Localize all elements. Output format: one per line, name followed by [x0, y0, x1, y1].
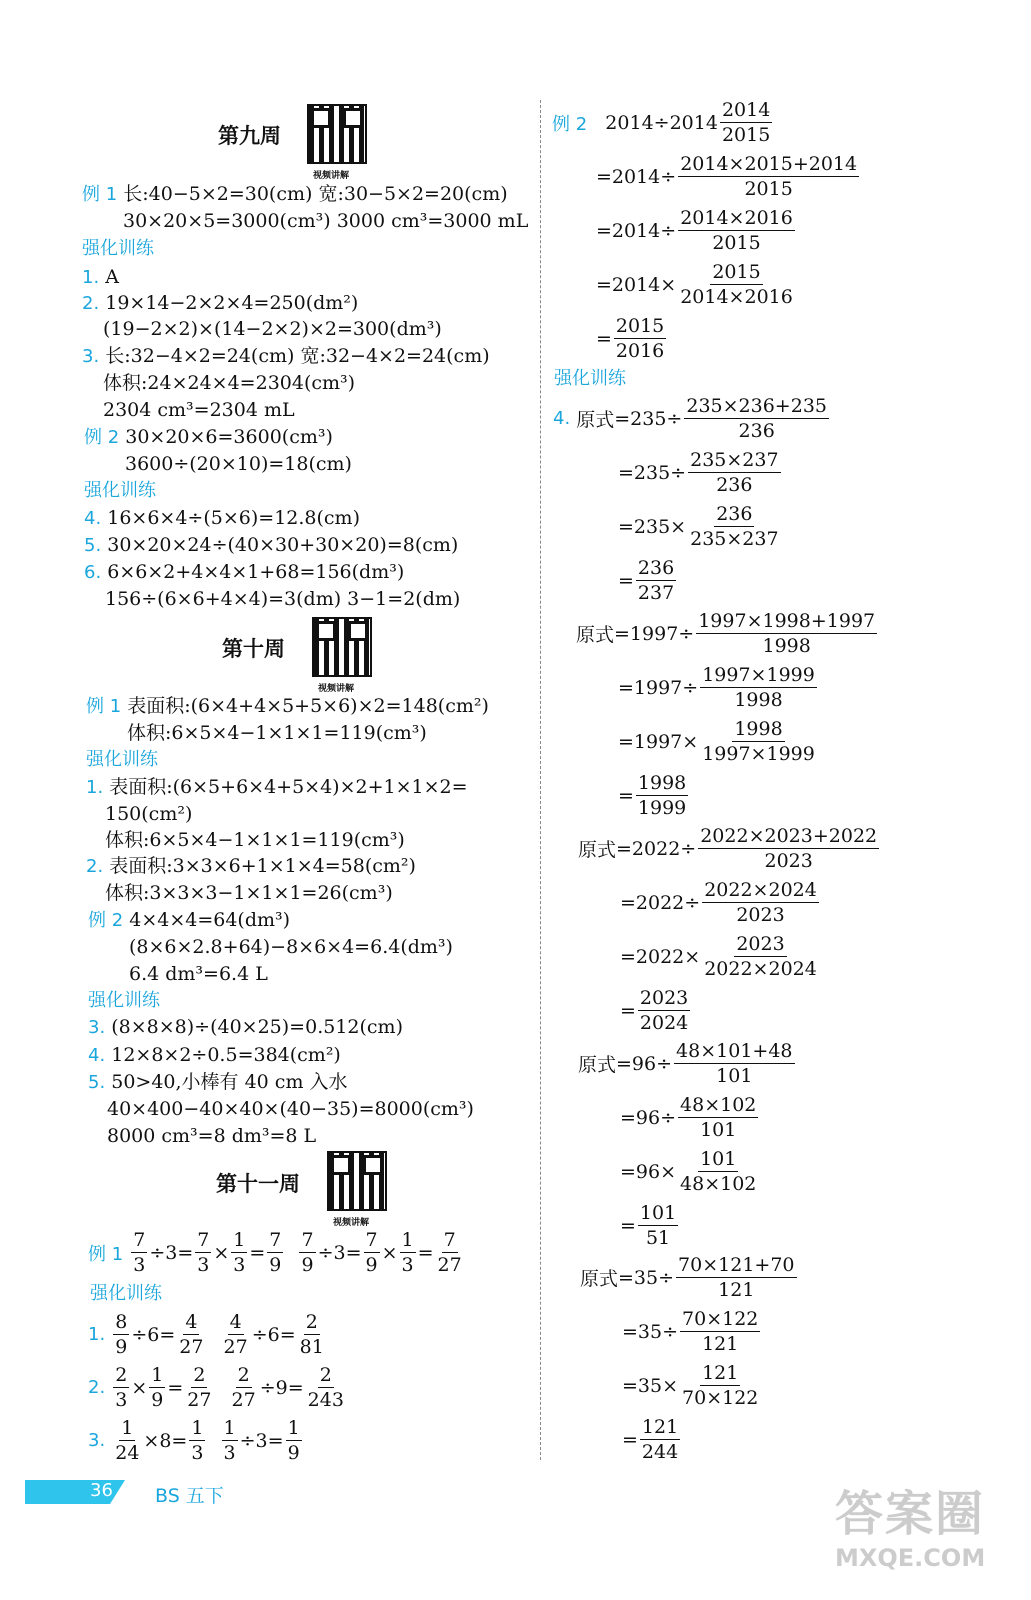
page-number: 36 [90, 1480, 113, 1501]
question-number: 6. [84, 562, 102, 583]
step: 4. 原式 =235÷ 235×236+235 236 [553, 395, 827, 442]
week10-title: 第十周 [222, 637, 285, 661]
step: =2014× 2015 2014×2016 [596, 261, 793, 308]
watermark [835, 1475, 1005, 1590]
question-number: 4. [84, 508, 102, 529]
step: = 1998 1999 [618, 772, 687, 819]
yuan-label: 原式 [578, 1054, 617, 1076]
qr-caption: 视频讲解 [313, 171, 350, 181]
drill-heading: 强化训练 [554, 368, 626, 389]
line: 体积:6×5×4−1×1×1=119(cm³) [127, 722, 427, 744]
line: (8×8×8)÷(40×25)=0.512(cm) [111, 1016, 403, 1038]
line: 40×400−40×40×(40−35)=8000(cm³) [107, 1098, 474, 1120]
drill-heading: 强化训练 [86, 749, 158, 770]
step: = 101 51 [620, 1202, 677, 1249]
step: =2014÷ 2014×2016 2015 [596, 207, 793, 254]
example-label: 例 2 [552, 113, 588, 135]
line: 16×6×4÷(5×6)=12.8(cm) [107, 507, 360, 529]
step: 原式 =35÷ 70×121+70 121 [580, 1254, 795, 1301]
question-number: 1. [86, 777, 104, 798]
example-label: 例 2 [84, 427, 120, 448]
week9-title: 第九周 [218, 124, 281, 148]
line: 30×20×24÷(40×30+30×20)=8(cm) [107, 534, 459, 556]
week11-title: 第十一周 [216, 1172, 300, 1196]
step: 原式 =96÷ 48×101+48 101 [578, 1040, 793, 1087]
question-number: 5. [84, 535, 102, 556]
line: 表面积:(6×5+6×4+5×4)×2+1×1×2= [109, 776, 468, 798]
qr-caption: 视频讲解 [333, 1218, 370, 1228]
question-number: 2. [86, 856, 104, 877]
example-2-right: 例 2 2014÷2014 2014 2015 [552, 99, 771, 146]
yuan-label: 原式 [580, 1268, 619, 1290]
step: =2022× 2023 2022×2024 [620, 933, 817, 980]
step: = 2015 2016 [596, 315, 665, 362]
drill-heading: 强化训练 [90, 1283, 162, 1304]
yuan-label: 原式 [576, 624, 615, 646]
step: =35× 121 70×122 [622, 1362, 759, 1409]
column-divider [540, 100, 541, 1460]
step: = 236 237 [618, 557, 675, 604]
book-label: BS 五下 [155, 1485, 224, 1507]
q3-w11: 3. 1 24 ×8= 1 3 1 3 ÷3= 1 9 [88, 1417, 300, 1464]
line: 体积:24×24×4=2304(cm³) [103, 372, 356, 394]
step: =2022÷ 2022×2024 2023 [620, 879, 817, 926]
question-number: 3. [82, 346, 100, 367]
line: 30×20×5=3000(cm³) 3000 cm³=3000 mL [123, 210, 529, 232]
line: 表面积:3×3×6+1×1×4=58(cm²) [109, 855, 416, 877]
q1-w11: 1. 8 9 ÷6= 4 27 4 27 ÷6= 2 81 [88, 1311, 324, 1358]
line: 150(cm²) [105, 803, 193, 825]
question-number: 1. [82, 267, 100, 288]
line: 6×6×2+4×4×1+68=156(dm³) [107, 561, 405, 583]
q2-w11: 2. 2 3 × 1 9 = 2 27 2 27 ÷9= 2 243 [88, 1364, 344, 1411]
line: 体积:6×5×4−1×1×1=119(cm³) [105, 829, 405, 851]
line: 长:40−5×2=30(cm) 宽:30−5×2=20(cm) [123, 183, 508, 205]
step: = 2023 2024 [620, 987, 689, 1034]
step: =2014÷ 2014×2015+2014 2015 [596, 153, 858, 200]
step: 原式 =2022÷ 2022×2023+2022 2023 [578, 825, 878, 872]
question-number: 4. [553, 408, 571, 429]
step: =1997× 1998 1997×1999 [618, 718, 815, 765]
yuan-label: 原式 [578, 839, 617, 861]
drill-heading: 强化训练 [84, 480, 156, 501]
line: (8×6×2.8+64)−8×6×4=6.4(dm³) [129, 936, 453, 958]
step: =96× 101 48×102 [620, 1148, 757, 1195]
line: 19×14−2×2×4=250(dm²) [105, 292, 359, 314]
step: =35÷ 70×122 121 [622, 1308, 759, 1355]
step: = 121 244 [622, 1416, 679, 1463]
step: 原式 =1997÷ 1997×1998+1997 1998 [576, 610, 876, 657]
example-label: 例 1 [88, 1243, 124, 1265]
watermark-text: 答案圈 [835, 1486, 986, 1542]
example-label: 例 1 [86, 696, 122, 717]
question-number: 3. [88, 1017, 106, 1038]
question-number: 2. [82, 293, 100, 314]
line: 156÷(6×6+4×4)=3(dm) 3−1=2(dm) [105, 588, 461, 610]
question-number: 5. [88, 1072, 106, 1093]
qr-code-icon [307, 104, 367, 164]
watermark-url: MXQE.COM [835, 1544, 986, 1572]
drill-heading: 强化训练 [88, 990, 160, 1011]
drill-heading: 强化训练 [82, 238, 154, 259]
line: 4×4×4=64(dm³) [129, 909, 291, 931]
line: 50>40,小棒有 40 cm 入水 [111, 1071, 348, 1093]
line: 30×20×6=3600(cm³) [125, 426, 333, 448]
line: A [105, 266, 119, 288]
line: 长:32−4×2=24(cm) 宽:32−4×2=24(cm) [105, 345, 490, 367]
yuan-label: 原式 [576, 409, 615, 431]
step: =235÷ 235×237 236 [618, 449, 779, 496]
qr-caption: 视频讲解 [318, 684, 355, 694]
line: 12×8×2÷0.5=384(cm²) [111, 1044, 341, 1066]
line: 表面积:(6×4+4×5+5×6)×2=148(cm²) [127, 695, 489, 717]
qr-code-icon [327, 1151, 387, 1211]
example-label: 例 1 [82, 184, 118, 205]
line: 2304 cm³=2304 mL [103, 399, 295, 421]
line: 体积:3×3×3−1×1×1=26(cm³) [105, 882, 393, 904]
question-number: 4. [88, 1045, 106, 1066]
step: =96÷ 48×102 101 [620, 1094, 757, 1141]
step: =235× 236 235×237 [618, 503, 779, 550]
step: =1997÷ 1997×1999 1998 [618, 664, 815, 711]
line: 6.4 dm³=6.4 L [129, 963, 268, 985]
line: 8000 cm³=8 dm³=8 L [107, 1125, 317, 1147]
example-1-w11: 例 1 7 3 ÷3= 7 3 × 1 3 = 7 9 7 9 ÷3= 7 9 × 1 3 = 7 27 [88, 1229, 462, 1276]
line: 3600÷(20×10)=18(cm) [125, 453, 352, 475]
qr-code-icon [312, 617, 372, 677]
example-label: 例 2 [88, 910, 124, 931]
line: (19−2×2)×(14−2×2)×2=300(dm³) [103, 318, 442, 340]
